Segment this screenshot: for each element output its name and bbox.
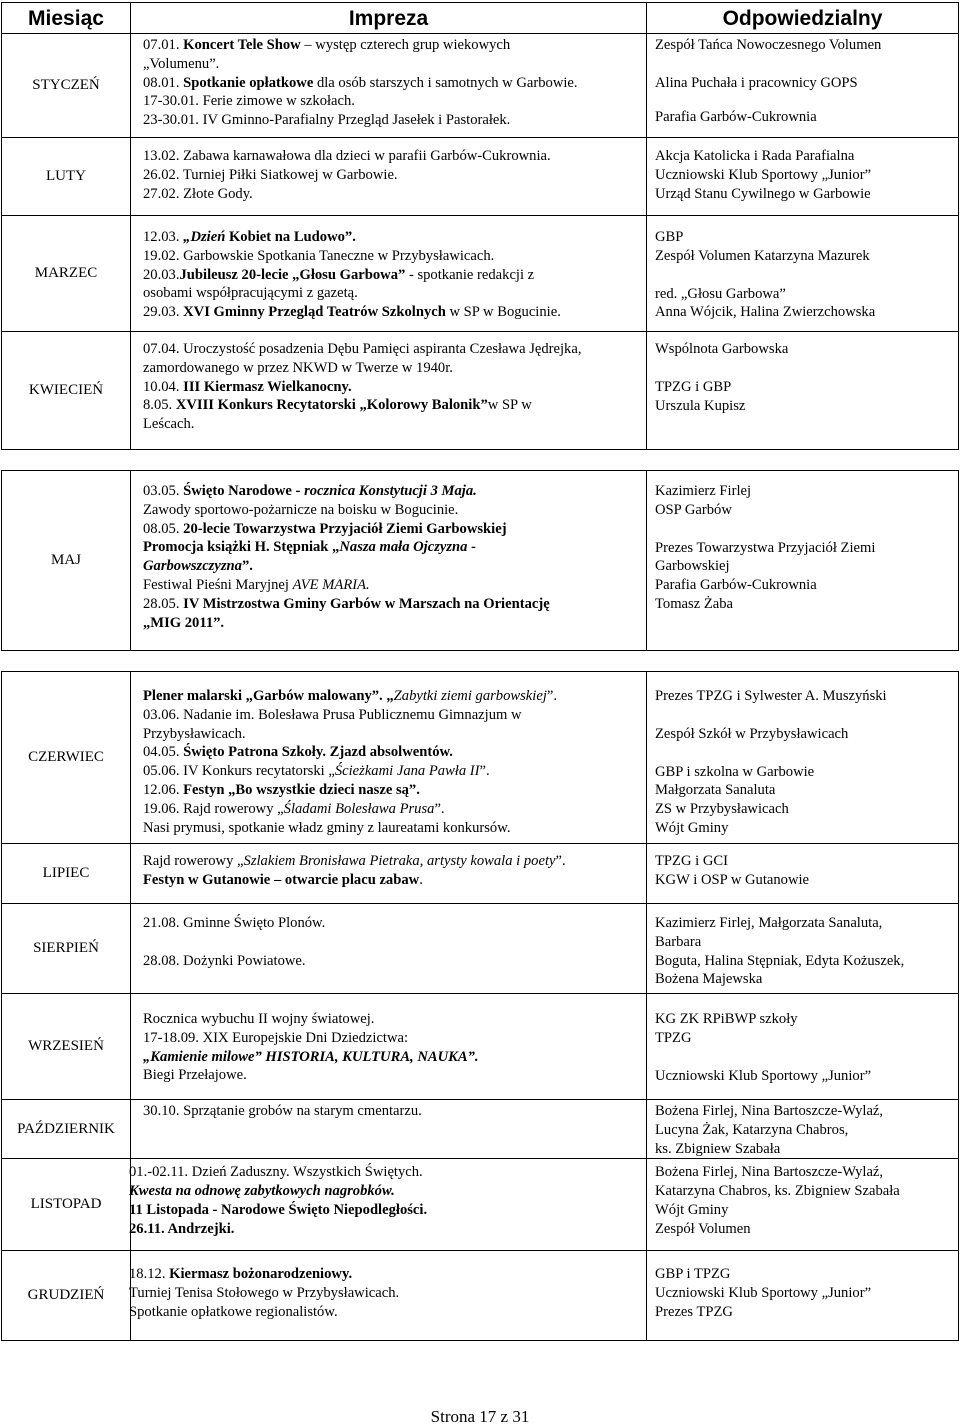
events-march — [131, 216, 647, 332]
event-line: Promocja książki H. Stępniak „Nasza mała Ojczyzna - — [143, 539, 476, 556]
responsible-line: Lucyna Żak, Katarzyna Chabros, — [655, 1121, 849, 1138]
event-line: Turniej Tenisa Stołowego w Przybysławicach. — [129, 1285, 400, 1302]
event-line: „MIG 2011”. — [143, 614, 225, 631]
responsible-line: Uczniowski Klub Sportowy „Junior” — [655, 166, 872, 183]
table-row-april — [2, 332, 959, 450]
event-line: Plener malarski „Garbów malowany”. „Zabytki ziemi garbowskiej”. — [143, 688, 558, 704]
responsible-line: Zespół Volumen — [655, 1220, 751, 1237]
month-february: LUTY — [2, 138, 131, 216]
table-row-june — [2, 672, 959, 844]
responsible-line: Garbowskiej — [655, 558, 730, 575]
event-line: 23-30.01. IV Gminno-Parafialny Przegląd Jasełek i Pastorałek. — [143, 112, 511, 129]
event-line: 05.06. IV Konkurs recytatorski „Ścieżkami Jana Pawła II”. — [143, 763, 490, 780]
event-line: 13.02. Zabawa karnawałowa dla dzieci w parafii Garbów-Cukrownia. — [143, 148, 551, 164]
responsible-line: Parafia Garbów-Cukrownia — [655, 108, 817, 125]
responsible-june — [647, 672, 959, 844]
events-december — [131, 1251, 647, 1341]
responsible-november — [647, 1159, 959, 1251]
responsible-line: Zespół Szkół w Przybysławicach — [655, 725, 849, 742]
month-october: PAŹDZIERNIK — [2, 1100, 131, 1159]
responsible-january — [647, 34, 959, 138]
event-line: 03.05. Święto Narodowe - rocznica Konstytucji 3 Maja. — [143, 483, 477, 499]
responsible-line: Urząd Stanu Cywilnego w Garbowie — [655, 185, 871, 202]
responsible-line: Wójt Gminy — [655, 1201, 729, 1218]
responsible-line: OSP Garbów — [655, 501, 732, 518]
events-january — [131, 34, 647, 138]
event-line: 11 Listopada - Narodowe Święto Niepodległości. — [129, 1201, 428, 1218]
responsible-december — [647, 1251, 959, 1341]
month-april: KWIECIEŃ — [2, 332, 131, 450]
table-row-november — [2, 1159, 959, 1251]
event-line: Rajd rowerowy „Szlakiem Bronisława Pietraka, artysty kowala i poety”. — [143, 853, 566, 869]
event-line: 27.02. Złote Gody. — [143, 185, 253, 202]
table-header-row — [2, 3, 959, 34]
event-line: zamordowanego w przez NKWD w Twerze w 1940r. — [143, 359, 453, 376]
responsible-line: Bożena Firlej, Nina Bartoszcze-Wylaź, — [655, 1103, 884, 1119]
responsible-line: TPZG — [655, 1029, 692, 1046]
event-line: 01.-02.11. Dzień Zaduszny. Wszystkich Świętych. — [129, 1164, 423, 1181]
responsible-line: GBP i szkolna w Garbowie — [655, 763, 815, 780]
responsible-april — [647, 332, 959, 450]
event-line: 10.04. III Kiermasz Wielkanocny. — [143, 378, 352, 395]
responsible-line: Kazimierz Firlej, Małgorzata Sanaluta, — [655, 915, 883, 931]
table-row-august — [2, 904, 959, 994]
responsible-line: GBP i TPZG — [655, 1266, 731, 1283]
responsible-september — [647, 994, 959, 1100]
event-line: Biegi Przełajowe. — [143, 1067, 247, 1084]
responsible-line: Katarzyna Chabros, ks. Zbigniew Szabała — [655, 1183, 900, 1200]
event-line: 12.06. Festyn „Bo wszystkie dzieci nasze są”. — [143, 781, 420, 798]
responsible-march — [647, 216, 959, 332]
event-line: Rocznica wybuchu II wojny światowej. — [143, 1011, 375, 1027]
event-line: osobami współpracującymi z gazetą. — [143, 285, 358, 302]
month-march: MARZEC — [2, 216, 131, 332]
event-line: „Volumenu”. — [143, 55, 220, 72]
responsible-august — [647, 904, 959, 994]
responsible-line: Tomasz Żaba — [655, 595, 733, 612]
responsible-line: KG ZK RPiBWP szkoły — [655, 1011, 798, 1027]
responsible-line: Małgorzata Sanaluta — [655, 782, 776, 799]
event-line: 19.06. Rajd rowerowy „Śladami Bolesława Prusa”. — [143, 800, 445, 817]
responsible-line: Zespół Volumen Katarzyna Mazurek — [655, 247, 870, 264]
table-row-december — [2, 1251, 959, 1341]
responsible-line: Wspólnota Garbowska — [655, 341, 789, 357]
responsible-line: Prezes TPZG — [655, 1303, 733, 1320]
events-november — [131, 1159, 647, 1251]
responsible-line: Urszula Kupisz — [655, 397, 746, 414]
responsible-line: TPZG i GBP — [655, 378, 732, 395]
responsible-october — [647, 1100, 959, 1159]
table-row-september — [2, 994, 959, 1100]
month-january: STYCZEŃ — [2, 34, 131, 138]
event-line: 26.11. Andrzejki. — [129, 1220, 235, 1237]
event-line: 04.05. Święto Patrona Szkoły. Zjazd absolwentów. — [143, 744, 453, 761]
events-may — [131, 471, 647, 651]
responsible-july — [647, 844, 959, 904]
event-line: Festiwal Pieśni Maryjnej AVE MARIA. — [143, 576, 370, 593]
events-july — [131, 844, 647, 904]
event-line: 29.03. XVI Gminny Przegląd Teatrów Szkolnych w SP w Bogucinie. — [143, 304, 561, 321]
events-april — [131, 332, 647, 450]
table-row-july — [2, 844, 959, 904]
events-august — [131, 904, 647, 994]
event-line: 19.02. Garbowskie Spotkania Taneczne w Przybysławicach. — [143, 247, 495, 264]
responsible-february — [647, 138, 959, 216]
event-line: 12.03. „Dzień Kobiet na Ludowo”. — [143, 229, 356, 245]
event-line: 08.01. Spotkanie opłatkowe dla osób starszych i samotnych w Garbowie. — [143, 74, 578, 91]
events-october — [131, 1100, 647, 1159]
event-line: 07.04. Uroczystość posadzenia Dębu Pamięci aspiranta Czesława Jędrejka, — [143, 341, 582, 357]
event-line: Przybysławicach. — [143, 725, 246, 742]
table-row-february — [2, 138, 959, 216]
month-july: LIPIEC — [2, 844, 131, 904]
event-line: 07.01. Koncert Tele Show – występ czterech grup wiekowych — [143, 37, 511, 53]
event-line: „Kamienie milowe” HISTORIA, KULTURA, NAUKA”. — [143, 1048, 479, 1065]
responsible-line: Uczniowski Klub Sportowy „Junior” — [655, 1285, 872, 1302]
page-number-footer: Strona 17 z 31 — [430, 1407, 530, 1426]
responsible-line: Bożena Firlej, Nina Bartoszcze-Wylaź, — [655, 1164, 884, 1181]
table-row-october — [2, 1100, 959, 1159]
event-line: 17-18.09. XIX Europejskie Dni Dziedzictwa: — [143, 1029, 409, 1046]
header-month: Miesiąc — [2, 3, 131, 34]
header-event: Impreza — [131, 3, 647, 34]
responsible-line: Uczniowski Klub Sportowy „Junior” — [655, 1067, 872, 1084]
event-line: 28.05. IV Mistrzostwa Gminy Garbów w Marszach na Orientację — [143, 595, 550, 612]
responsible-line: Akcja Katolicka i Rada Parafialna — [655, 148, 855, 164]
event-line: 26.02. Turniej Piłki Siatkowej w Garbowie. — [143, 166, 398, 183]
responsible-line: Zespół Tańca Nowoczesnego Volumen — [655, 37, 882, 53]
event-line: Festyn w Gutanowie – otwarcie placu zabaw. — [143, 871, 423, 888]
table-gap — [2, 450, 959, 471]
event-line: Zawody sportowo-pożarnicze na boisku w Bogucinie. — [143, 501, 459, 518]
event-line: 8.05. XVIII Konkurs Recytatorski „Kolorowy Balonik”w SP w — [143, 397, 532, 414]
responsible-line: Boguta, Halina Stępniak, Edyta Kożuszek, — [655, 952, 905, 969]
event-line: 08.05. 20-lecie Towarzystwa Przyjaciół Ziemi Garbowskiej — [143, 520, 507, 537]
events-june — [131, 672, 647, 844]
responsible-line: Alina Puchała i pracownicy GOPS — [655, 74, 858, 91]
responsible-line: ZS w Przybysławicach — [655, 801, 789, 818]
responsible-line: Prezes TPZG i Sylwester A. Muszyński — [655, 688, 887, 704]
header-responsible: Odpowiedzialny — [647, 3, 959, 34]
responsible-line: ks. Zbigniew Szabała — [655, 1140, 781, 1157]
event-line: Leścach. — [143, 416, 195, 433]
month-november: LISTOPAD — [2, 1159, 131, 1251]
event-line: 30.10. Sprzątanie grobów na starym cmentarzu. — [143, 1103, 422, 1119]
event-line: Nasi prymusi, spotkanie władz gminy z laureatami konkursów. — [143, 819, 511, 836]
events-september — [131, 994, 647, 1100]
responsible-line: Kazimierz Firlej — [655, 483, 752, 499]
event-line: 18.12. Kiermasz bożonarodzeniowy. — [129, 1266, 353, 1283]
table-row-january — [2, 34, 959, 138]
responsible-line: TPZG i GCI — [655, 853, 728, 869]
month-september: WRZESIEŃ — [2, 994, 131, 1100]
event-line: 28.08. Dożynki Powiatowe. — [143, 952, 306, 969]
event-line: 21.08. Gminne Święto Plonów. — [143, 915, 326, 931]
event-line: Kwesta na odnowę zabytkowych nagrobków. — [129, 1183, 395, 1200]
responsible-line: Prezes Towarzystwa Przyjaciół Ziemi — [655, 539, 876, 556]
month-december: GRUDZIEŃ — [2, 1251, 131, 1341]
responsible-line: Parafia Garbów-Cukrownia — [655, 577, 817, 594]
responsible-line: Bożena Majewska — [655, 971, 763, 988]
table-gap — [2, 651, 959, 672]
responsible-line: Anna Wójcik, Halina Zwierzchowska — [655, 304, 876, 321]
responsible-line: GBP — [655, 229, 684, 245]
event-line: 20.03.Jubileusz 20-lecie „Głosu Garbowa” - spotkanie redakcji z — [143, 266, 535, 283]
responsible-line: Wójt Gminy — [655, 819, 729, 836]
month-may: MAJ — [2, 471, 131, 651]
event-line: 03.06. Nadanie im. Bolesława Prusa Publicznemu Gimnazjum w — [143, 706, 522, 723]
month-june: CZERWIEC — [2, 672, 131, 844]
responsible-line: Barbara — [655, 933, 702, 950]
events-february — [131, 138, 647, 216]
events-table — [1, 2, 959, 1341]
event-line: 17-30.01. Ferie zimowe w szkołach. — [143, 93, 355, 110]
responsible-may — [647, 471, 959, 651]
month-august: SIERPIEŃ — [2, 904, 131, 994]
table-row-march — [2, 216, 959, 332]
responsible-line: red. „Głosu Garbowa” — [655, 285, 786, 302]
event-line: Spotkanie opłatkowe regionalistów. — [129, 1303, 338, 1320]
responsible-line: KGW i OSP w Gutanowie — [655, 871, 810, 888]
table-row-may — [2, 471, 959, 651]
event-line: Garbowszczyzna”. — [143, 558, 253, 575]
